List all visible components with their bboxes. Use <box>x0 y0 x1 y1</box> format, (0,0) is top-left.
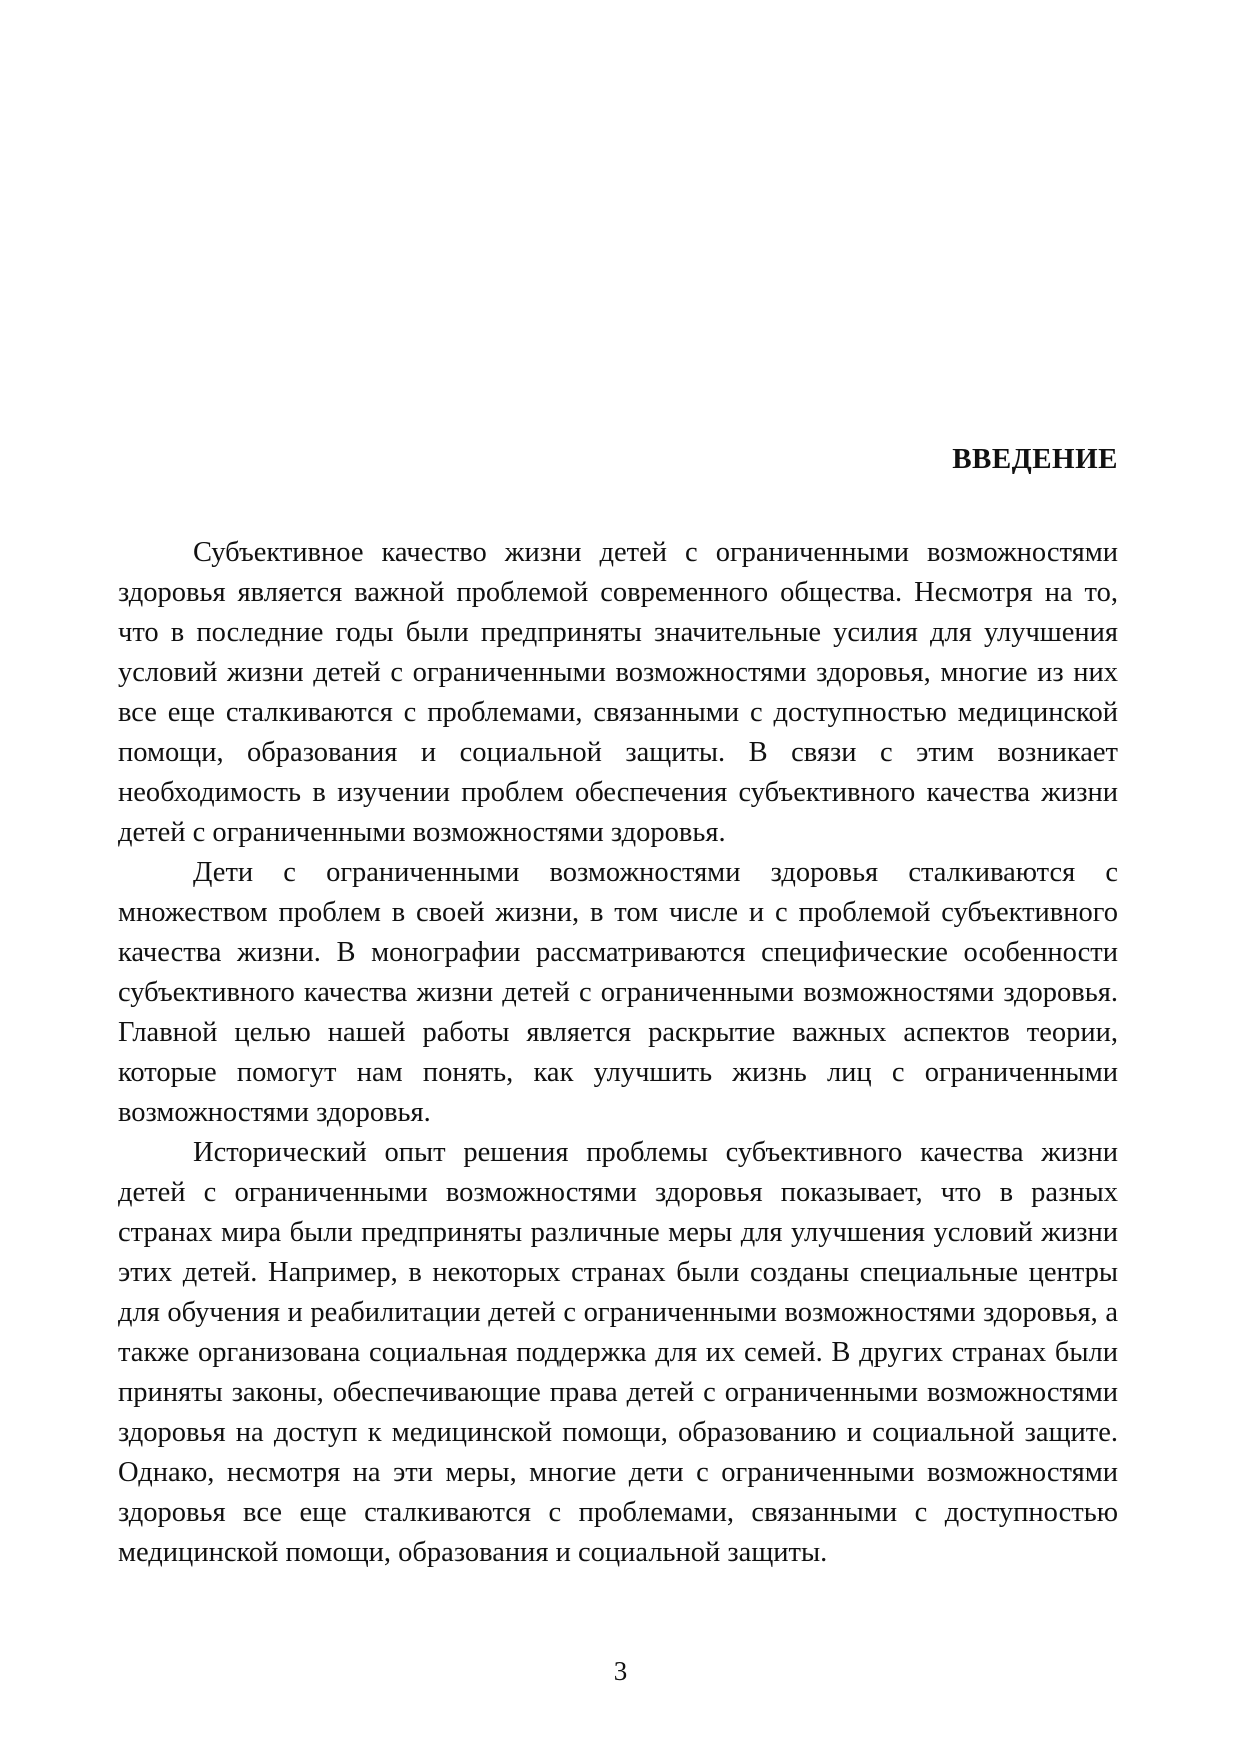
paragraph-2: Дети с ограниченными возможностями здоровья сталкиваются с множеством проблем в своей жизни, в том числе и с проблемой субъективного качества жизни. В монографии рассматриваются специфические особенности субъективного качества жизни детей с ограниченными возможностями здоровья. Главной целью нашей работы является раскрытие важных аспектов теории, которые помогут нам понять, как улучшить жизнь лиц с ограниченными возможностями здоровья. <box>118 857 1118 1128</box>
paragraph-1: Субъективное качество жизни детей с ограниченными возможностями здоровья является важной проблемой современного общества. Несмотря на то, что в последние годы были предприняты значительные усилия для улучшения условий жизни детей с ограниченными возможностями здоровья, многие из них все еще сталкиваются с проблемами, связанными с доступностью медицинской помощи, образования и социальной защиты. В связи с этим возникает необходимость в изучении проблем обеспечения субъективного качества жизни детей с ограниченными возможностями здоровья. <box>118 537 1118 848</box>
section-heading: ВВЕДЕНИЕ <box>952 443 1118 475</box>
paragraph-3: Исторический опыт решения проблемы субъективного качества жизни детей с ограниченными возможностями здоровья показывает, что в разных странах мира были предприняты различные меры для улучшения условий жизни этих детей. Например, в некоторых странах были созданы специальные центры для обучения и реабилитации детей с ограниченными возможностями здоровья, а также организована социальная поддержка для их семей. В других странах были приняты законы, обеспечивающие права детей с ограниченными возможностями здоровья на доступ к медицинской помощи, образованию и социальной защите. Однако, несмотря на эти меры, многие дети с ограниченными возможностями здоровья все еще сталкиваются с проблемами, связанными с доступностью медицинской помощи, образования и социальной защиты. <box>118 1137 1118 1568</box>
body-text <box>118 533 1118 1573</box>
page-number: 3 <box>613 1656 628 1686</box>
